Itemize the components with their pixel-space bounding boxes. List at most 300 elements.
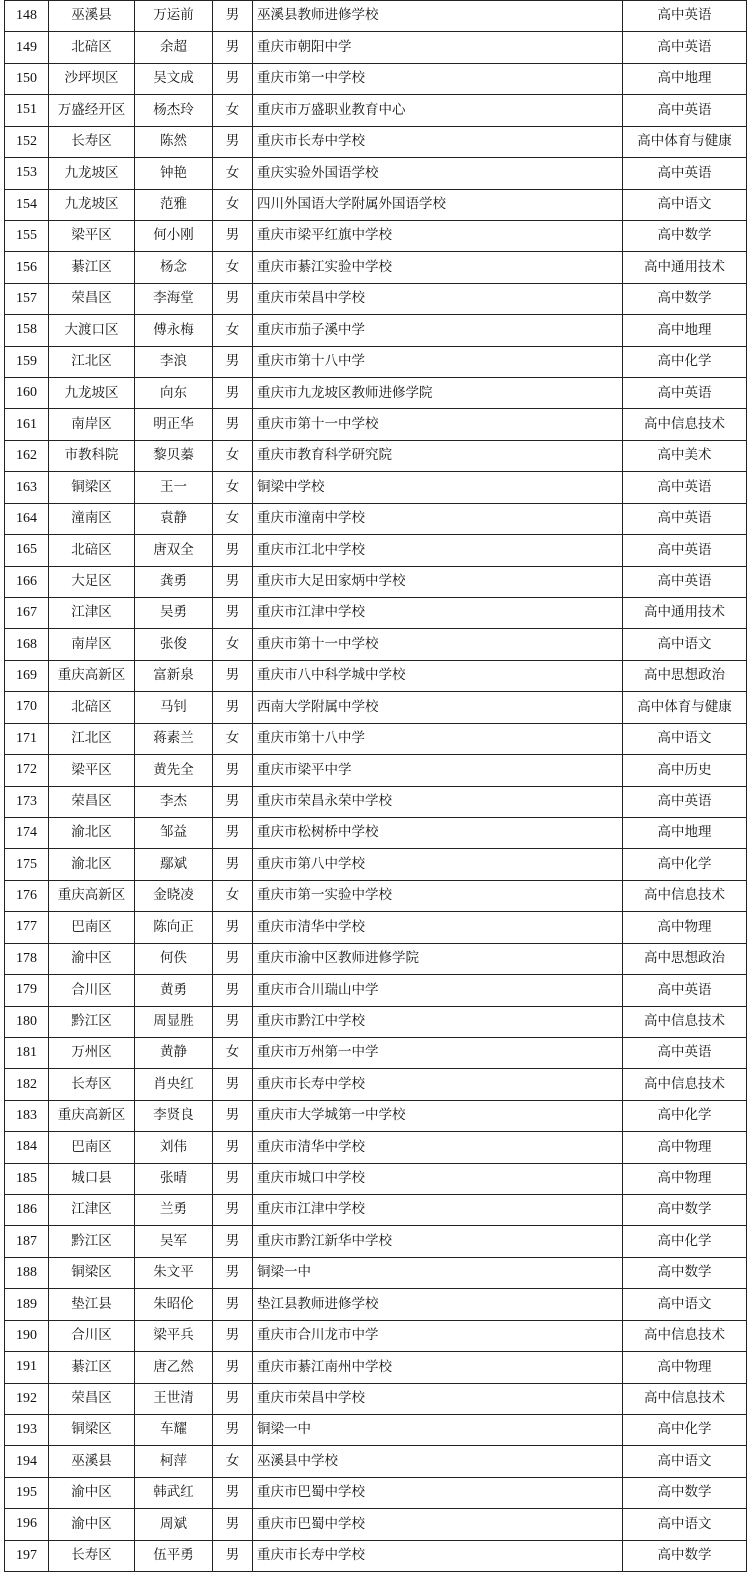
row-number-cell: 180 <box>5 1006 49 1037</box>
subject-cell: 高中信息技术 <box>623 1069 747 1100</box>
district-cell: 江北区 <box>49 723 135 754</box>
subject-cell: 高中数学 <box>623 1257 747 1288</box>
row-number-cell: 161 <box>5 409 49 440</box>
subject-cell: 高中思想政治 <box>623 660 747 691</box>
table-row <box>5 315 747 346</box>
name-cell: 刘伟 <box>135 1132 213 1163</box>
district-cell: 江津区 <box>49 1195 135 1226</box>
subject-cell: 高中地理 <box>623 817 747 848</box>
table-row <box>5 535 747 566</box>
school-cell: 垫江县教师进修学校 <box>253 1289 623 1320</box>
subject-cell: 高中语文 <box>623 723 747 754</box>
table-row <box>5 409 747 440</box>
row-number-cell: 157 <box>5 283 49 314</box>
name-cell: 张俊 <box>135 629 213 660</box>
name-cell: 蒋素兰 <box>135 723 213 754</box>
district-cell: 沙坪坝区 <box>49 63 135 94</box>
gender-cell: 男 <box>213 63 253 94</box>
gender-cell: 男 <box>213 1 253 32</box>
gender-cell: 男 <box>213 1289 253 1320</box>
name-cell: 朱昭伦 <box>135 1289 213 1320</box>
subject-cell: 高中数学 <box>623 220 747 251</box>
gender-cell: 男 <box>213 1352 253 1383</box>
row-number-cell: 148 <box>5 1 49 32</box>
subject-cell: 高中通用技术 <box>623 252 747 283</box>
gender-cell: 男 <box>213 755 253 786</box>
gender-cell: 男 <box>213 1414 253 1445</box>
subject-cell: 高中英语 <box>623 535 747 566</box>
subject-cell: 高中数学 <box>623 283 747 314</box>
row-number-cell: 154 <box>5 189 49 220</box>
gender-cell: 女 <box>213 95 253 126</box>
gender-cell: 男 <box>213 943 253 974</box>
subject-cell: 高中英语 <box>623 472 747 503</box>
row-number-cell: 153 <box>5 158 49 189</box>
table-row <box>5 1383 747 1414</box>
school-cell: 重庆市潼南中学校 <box>253 503 623 534</box>
school-cell: 重庆市茄子溪中学 <box>253 315 623 346</box>
table-row <box>5 95 747 126</box>
school-cell: 重庆市荣昌永荣中学校 <box>253 786 623 817</box>
row-number-cell: 166 <box>5 566 49 597</box>
school-cell: 重庆实验外国语学校 <box>253 158 623 189</box>
row-number-cell: 162 <box>5 440 49 471</box>
school-cell: 重庆市长寿中学校 <box>253 1069 623 1100</box>
school-cell: 重庆市荣昌中学校 <box>253 1383 623 1414</box>
table-row <box>5 252 747 283</box>
name-cell: 黄勇 <box>135 975 213 1006</box>
row-number-cell: 194 <box>5 1446 49 1477</box>
subject-cell: 高中语文 <box>623 1289 747 1320</box>
table-row <box>5 1226 747 1257</box>
table-row <box>5 189 747 220</box>
district-cell: 江北区 <box>49 346 135 377</box>
school-cell: 重庆市教育科学研究院 <box>253 440 623 471</box>
gender-cell: 男 <box>213 1540 253 1571</box>
name-cell: 钟艳 <box>135 158 213 189</box>
district-cell: 合川区 <box>49 1320 135 1351</box>
table-row <box>5 975 747 1006</box>
row-number-cell: 188 <box>5 1257 49 1288</box>
district-cell: 长寿区 <box>49 1540 135 1571</box>
gender-cell: 女 <box>213 252 253 283</box>
district-cell: 市教科院 <box>49 440 135 471</box>
name-cell: 杨念 <box>135 252 213 283</box>
name-cell: 傅永梅 <box>135 315 213 346</box>
school-cell: 重庆市梁平红旗中学校 <box>253 220 623 251</box>
row-number-cell: 190 <box>5 1320 49 1351</box>
gender-cell: 男 <box>213 1477 253 1508</box>
row-number-cell: 160 <box>5 378 49 409</box>
district-cell: 重庆高新区 <box>49 1100 135 1131</box>
gender-cell: 男 <box>213 283 253 314</box>
school-cell: 重庆市梁平中学 <box>253 755 623 786</box>
row-number-cell: 155 <box>5 220 49 251</box>
row-number-cell: 189 <box>5 1289 49 1320</box>
school-cell: 铜梁中学校 <box>253 472 623 503</box>
district-cell: 重庆高新区 <box>49 660 135 691</box>
name-cell: 李杰 <box>135 786 213 817</box>
district-cell: 綦江区 <box>49 252 135 283</box>
school-cell: 重庆市黔江新华中学校 <box>253 1226 623 1257</box>
subject-cell: 高中信息技术 <box>623 1320 747 1351</box>
gender-cell: 男 <box>213 786 253 817</box>
subject-cell: 高中体育与健康 <box>623 126 747 157</box>
table-row <box>5 1414 747 1445</box>
gender-cell: 男 <box>213 1100 253 1131</box>
gender-cell: 女 <box>213 472 253 503</box>
name-cell: 柯萍 <box>135 1446 213 1477</box>
school-cell: 重庆市江津中学校 <box>253 598 623 629</box>
name-cell: 吴文成 <box>135 63 213 94</box>
gender-cell: 男 <box>213 817 253 848</box>
subject-cell: 高中英语 <box>623 1037 747 1068</box>
subject-cell: 高中英语 <box>623 975 747 1006</box>
subject-cell: 高中语文 <box>623 1509 747 1540</box>
subject-cell: 高中英语 <box>623 158 747 189</box>
table-row <box>5 629 747 660</box>
table-row <box>5 503 747 534</box>
district-cell: 潼南区 <box>49 503 135 534</box>
school-cell: 重庆市第十八中学 <box>253 346 623 377</box>
row-number-cell: 164 <box>5 503 49 534</box>
district-cell: 南岸区 <box>49 409 135 440</box>
subject-cell: 高中语文 <box>623 1446 747 1477</box>
subject-cell: 高中地理 <box>623 63 747 94</box>
name-cell: 黄静 <box>135 1037 213 1068</box>
name-cell: 范雅 <box>135 189 213 220</box>
table-row <box>5 1163 747 1194</box>
table-row <box>5 1195 747 1226</box>
subject-cell: 高中地理 <box>623 315 747 346</box>
name-cell: 金晓凌 <box>135 880 213 911</box>
school-cell: 重庆市黔江中学校 <box>253 1006 623 1037</box>
subject-cell: 高中美术 <box>623 440 747 471</box>
gender-cell: 女 <box>213 723 253 754</box>
row-number-cell: 163 <box>5 472 49 503</box>
table-row <box>5 692 747 723</box>
table-row <box>5 1037 747 1068</box>
row-number-cell: 165 <box>5 535 49 566</box>
school-cell: 重庆市八中科学城中学校 <box>253 660 623 691</box>
name-cell: 韩武红 <box>135 1477 213 1508</box>
subject-cell: 高中物理 <box>623 912 747 943</box>
name-cell: 兰勇 <box>135 1195 213 1226</box>
table-row <box>5 1006 747 1037</box>
row-number-cell: 151 <box>5 95 49 126</box>
name-cell: 万运前 <box>135 1 213 32</box>
subject-cell: 高中语文 <box>623 189 747 220</box>
school-cell: 重庆市巴蜀中学校 <box>253 1477 623 1508</box>
name-cell: 王世清 <box>135 1383 213 1414</box>
row-number-cell: 171 <box>5 723 49 754</box>
name-cell: 周显胜 <box>135 1006 213 1037</box>
school-cell: 重庆市第十八中学 <box>253 723 623 754</box>
table-row <box>5 1477 747 1508</box>
subject-cell: 高中思想政治 <box>623 943 747 974</box>
name-cell: 何佚 <box>135 943 213 974</box>
row-number-cell: 181 <box>5 1037 49 1068</box>
name-cell: 唐乙然 <box>135 1352 213 1383</box>
teacher-list-table <box>4 0 747 1572</box>
school-cell: 重庆市清华中学校 <box>253 1132 623 1163</box>
name-cell: 邹益 <box>135 817 213 848</box>
table-row <box>5 1069 747 1100</box>
subject-cell: 高中通用技术 <box>623 598 747 629</box>
district-cell: 巫溪县 <box>49 1 135 32</box>
table-row <box>5 755 747 786</box>
school-cell: 重庆市城口中学校 <box>253 1163 623 1194</box>
name-cell: 黄先全 <box>135 755 213 786</box>
name-cell: 向东 <box>135 378 213 409</box>
school-cell: 铜梁一中 <box>253 1257 623 1288</box>
row-number-cell: 149 <box>5 32 49 63</box>
row-number-cell: 168 <box>5 629 49 660</box>
district-cell: 巴南区 <box>49 1132 135 1163</box>
school-cell: 重庆市长寿中学校 <box>253 1540 623 1571</box>
subject-cell: 高中英语 <box>623 378 747 409</box>
school-cell: 重庆市合川瑞山中学 <box>253 975 623 1006</box>
school-cell: 重庆市朝阳中学 <box>253 32 623 63</box>
subject-cell: 高中化学 <box>623 1414 747 1445</box>
table-row <box>5 32 747 63</box>
row-number-cell: 150 <box>5 63 49 94</box>
subject-cell: 高中信息技术 <box>623 1383 747 1414</box>
school-cell: 重庆市第一中学校 <box>253 63 623 94</box>
table-row <box>5 1257 747 1288</box>
row-number-cell: 186 <box>5 1195 49 1226</box>
district-cell: 长寿区 <box>49 126 135 157</box>
district-cell: 荣昌区 <box>49 283 135 314</box>
district-cell: 江津区 <box>49 598 135 629</box>
district-cell: 铜梁区 <box>49 472 135 503</box>
subject-cell: 高中数学 <box>623 1195 747 1226</box>
gender-cell: 男 <box>213 535 253 566</box>
table-row <box>5 566 747 597</box>
table-row <box>5 660 747 691</box>
table-row <box>5 849 747 880</box>
subject-cell: 高中信息技术 <box>623 409 747 440</box>
table-body <box>5 1 747 1572</box>
table-row <box>5 1100 747 1131</box>
table-row <box>5 283 747 314</box>
name-cell: 李贤良 <box>135 1100 213 1131</box>
district-cell: 大足区 <box>49 566 135 597</box>
row-number-cell: 158 <box>5 315 49 346</box>
subject-cell: 高中语文 <box>623 629 747 660</box>
table-row <box>5 1132 747 1163</box>
name-cell: 鄢斌 <box>135 849 213 880</box>
district-cell: 九龙坡区 <box>49 378 135 409</box>
row-number-cell: 170 <box>5 692 49 723</box>
gender-cell: 男 <box>213 692 253 723</box>
district-cell: 黔江区 <box>49 1006 135 1037</box>
school-cell: 重庆市巴蜀中学校 <box>253 1509 623 1540</box>
name-cell: 余超 <box>135 32 213 63</box>
district-cell: 綦江区 <box>49 1352 135 1383</box>
gender-cell: 女 <box>213 880 253 911</box>
table-row <box>5 378 747 409</box>
school-cell: 重庆市綦江实验中学校 <box>253 252 623 283</box>
name-cell: 吴军 <box>135 1226 213 1257</box>
district-cell: 大渡口区 <box>49 315 135 346</box>
gender-cell: 男 <box>213 409 253 440</box>
row-number-cell: 167 <box>5 598 49 629</box>
subject-cell: 高中化学 <box>623 849 747 880</box>
school-cell: 西南大学附属中学校 <box>253 692 623 723</box>
gender-cell: 男 <box>213 1132 253 1163</box>
gender-cell: 男 <box>213 1163 253 1194</box>
district-cell: 万盛经开区 <box>49 95 135 126</box>
name-cell: 陈然 <box>135 126 213 157</box>
school-cell: 重庆市江津中学校 <box>253 1195 623 1226</box>
gender-cell: 男 <box>213 566 253 597</box>
gender-cell: 女 <box>213 1037 253 1068</box>
subject-cell: 高中英语 <box>623 1 747 32</box>
name-cell: 王一 <box>135 472 213 503</box>
subject-cell: 高中英语 <box>623 32 747 63</box>
name-cell: 周斌 <box>135 1509 213 1540</box>
gender-cell: 女 <box>213 315 253 346</box>
district-cell: 梁平区 <box>49 755 135 786</box>
row-number-cell: 197 <box>5 1540 49 1571</box>
school-cell: 重庆市万盛职业教育中心 <box>253 95 623 126</box>
name-cell: 李海堂 <box>135 283 213 314</box>
gender-cell: 女 <box>213 1446 253 1477</box>
row-number-cell: 156 <box>5 252 49 283</box>
name-cell: 富新泉 <box>135 660 213 691</box>
subject-cell: 高中化学 <box>623 346 747 377</box>
gender-cell: 男 <box>213 1006 253 1037</box>
row-number-cell: 182 <box>5 1069 49 1100</box>
table-row <box>5 1509 747 1540</box>
name-cell: 吴勇 <box>135 598 213 629</box>
district-cell: 北碚区 <box>49 535 135 566</box>
district-cell: 垫江县 <box>49 1289 135 1320</box>
district-cell: 巴南区 <box>49 912 135 943</box>
district-cell: 荣昌区 <box>49 1383 135 1414</box>
gender-cell: 男 <box>213 220 253 251</box>
name-cell: 何小刚 <box>135 220 213 251</box>
district-cell: 北碚区 <box>49 692 135 723</box>
school-cell: 重庆市第八中学校 <box>253 849 623 880</box>
school-cell: 重庆市渝中区教师进修学院 <box>253 943 623 974</box>
school-cell: 重庆市大学城第一中学校 <box>253 1100 623 1131</box>
school-cell: 重庆市江北中学校 <box>253 535 623 566</box>
row-number-cell: 185 <box>5 1163 49 1194</box>
gender-cell: 女 <box>213 189 253 220</box>
school-cell: 重庆市清华中学校 <box>253 912 623 943</box>
gender-cell: 男 <box>213 912 253 943</box>
school-cell: 重庆市第十一中学校 <box>253 409 623 440</box>
table-row <box>5 1540 747 1571</box>
table-row <box>5 472 747 503</box>
table-row <box>5 723 747 754</box>
table-row <box>5 1 747 32</box>
district-cell: 渝中区 <box>49 1477 135 1508</box>
gender-cell: 男 <box>213 849 253 880</box>
name-cell: 马钊 <box>135 692 213 723</box>
district-cell: 城口县 <box>49 1163 135 1194</box>
table-row <box>5 598 747 629</box>
subject-cell: 高中英语 <box>623 786 747 817</box>
row-number-cell: 183 <box>5 1100 49 1131</box>
district-cell: 巫溪县 <box>49 1446 135 1477</box>
subject-cell: 高中物理 <box>623 1163 747 1194</box>
row-number-cell: 174 <box>5 817 49 848</box>
subject-cell: 高中英语 <box>623 566 747 597</box>
school-cell: 重庆市松树桥中学校 <box>253 817 623 848</box>
name-cell: 杨杰玲 <box>135 95 213 126</box>
row-number-cell: 191 <box>5 1352 49 1383</box>
school-cell: 重庆市第一实验中学校 <box>253 880 623 911</box>
row-number-cell: 159 <box>5 346 49 377</box>
name-cell: 黎贝蓁 <box>135 440 213 471</box>
gender-cell: 男 <box>213 1383 253 1414</box>
gender-cell: 女 <box>213 629 253 660</box>
district-cell: 渝北区 <box>49 849 135 880</box>
table-row <box>5 63 747 94</box>
gender-cell: 男 <box>213 598 253 629</box>
district-cell: 合川区 <box>49 975 135 1006</box>
school-cell: 重庆市第十一中学校 <box>253 629 623 660</box>
school-cell: 重庆市合川龙市中学 <box>253 1320 623 1351</box>
table-row <box>5 1289 747 1320</box>
gender-cell: 女 <box>213 158 253 189</box>
table-row <box>5 126 747 157</box>
row-number-cell: 152 <box>5 126 49 157</box>
gender-cell: 男 <box>213 1509 253 1540</box>
name-cell: 李浪 <box>135 346 213 377</box>
row-number-cell: 195 <box>5 1477 49 1508</box>
gender-cell: 男 <box>213 975 253 1006</box>
district-cell: 铜梁区 <box>49 1414 135 1445</box>
district-cell: 九龙坡区 <box>49 158 135 189</box>
school-cell: 重庆市大足田家炳中学校 <box>253 566 623 597</box>
subject-cell: 高中英语 <box>623 95 747 126</box>
district-cell: 梁平区 <box>49 220 135 251</box>
name-cell: 肖央红 <box>135 1069 213 1100</box>
school-cell: 重庆市九龙坡区教师进修学院 <box>253 378 623 409</box>
name-cell: 龚勇 <box>135 566 213 597</box>
row-number-cell: 179 <box>5 975 49 1006</box>
row-number-cell: 187 <box>5 1226 49 1257</box>
district-cell: 铜梁区 <box>49 1257 135 1288</box>
name-cell: 张晴 <box>135 1163 213 1194</box>
gender-cell: 男 <box>213 1069 253 1100</box>
table-row <box>5 817 747 848</box>
district-cell: 渝中区 <box>49 1509 135 1540</box>
table-row <box>5 346 747 377</box>
name-cell: 朱文平 <box>135 1257 213 1288</box>
school-cell: 重庆市綦江南州中学校 <box>253 1352 623 1383</box>
gender-cell: 男 <box>213 378 253 409</box>
subject-cell: 高中化学 <box>623 1226 747 1257</box>
subject-cell: 高中物理 <box>623 1132 747 1163</box>
table-row <box>5 912 747 943</box>
row-number-cell: 192 <box>5 1383 49 1414</box>
table-row <box>5 1446 747 1477</box>
subject-cell: 高中物理 <box>623 1352 747 1383</box>
school-cell: 四川外国语大学附属外国语学校 <box>253 189 623 220</box>
district-cell: 北碚区 <box>49 32 135 63</box>
gender-cell: 女 <box>213 503 253 534</box>
table-row <box>5 1320 747 1351</box>
subject-cell: 高中数学 <box>623 1477 747 1508</box>
gender-cell: 男 <box>213 126 253 157</box>
district-cell: 重庆高新区 <box>49 880 135 911</box>
name-cell: 明正华 <box>135 409 213 440</box>
